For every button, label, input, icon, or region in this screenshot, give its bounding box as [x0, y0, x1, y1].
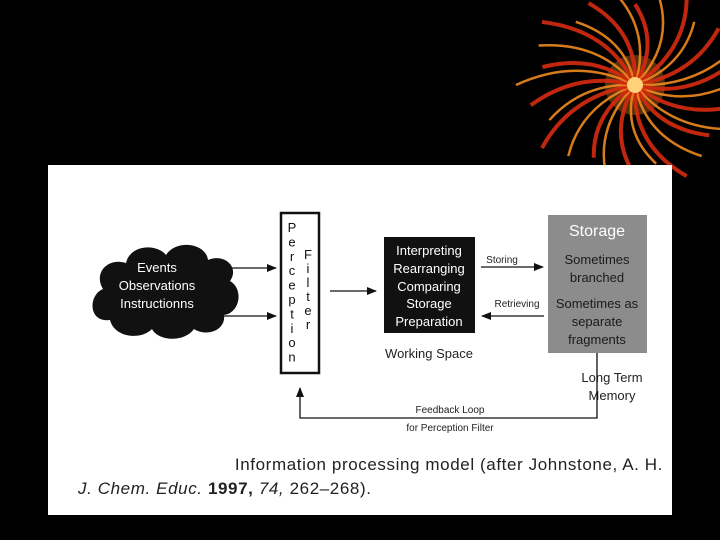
- perception-letter-0: P: [287, 220, 297, 235]
- working-line-preparation: Preparation: [395, 314, 463, 329]
- filter-letter-2: l: [306, 275, 310, 290]
- cloud-line-observations: Observations: [118, 278, 196, 293]
- working-line-storage: Storage: [406, 296, 452, 311]
- caption-pages: 262–268).: [289, 479, 372, 498]
- perception-filter-box: [281, 213, 319, 373]
- perception-letter-1: e: [288, 234, 296, 250]
- working-space-label: Working Space: [385, 346, 473, 361]
- filter-letter-5: r: [305, 317, 311, 332]
- perception-letter-4: e: [288, 277, 296, 293]
- retrieving-label: Retrieving: [494, 299, 540, 310]
- perception-letter-3: c: [288, 263, 296, 279]
- storage-title: Storage: [568, 223, 626, 240]
- caption-journal: J. Chem. Educ.: [78, 479, 203, 498]
- working-line-interpreting: Interpreting: [396, 243, 462, 258]
- cloud-line-events: Events: [137, 260, 177, 275]
- perception-letter-9: n: [288, 349, 296, 365]
- long-term-line-1: Long Term: [581, 370, 643, 385]
- storage-line-3: Sometimes as: [555, 296, 639, 311]
- filter-letter-3: t: [306, 289, 310, 304]
- perception-letter-8: o: [288, 335, 296, 351]
- filter-letter-4: e: [304, 303, 312, 318]
- figure-panel: [48, 165, 672, 515]
- perception-letter-2: r: [289, 248, 295, 264]
- perception-letter-7: i: [290, 320, 294, 336]
- caption-volume: 74,: [258, 479, 285, 498]
- working-line-rearranging: Rearranging: [393, 261, 465, 276]
- filter-letter-0: F: [304, 247, 312, 262]
- caption-year: 1997,: [207, 479, 254, 498]
- information-processing-diagram: [48, 165, 672, 455]
- figure-caption: [78, 453, 663, 501]
- storing-label: Storing: [486, 255, 518, 266]
- storage-line-2: branched: [569, 270, 625, 285]
- storage-line-1: Sometimes: [564, 252, 630, 267]
- sparkler-core: [627, 77, 643, 93]
- perception-letter-5: p: [288, 292, 296, 307]
- caption-line-1: Information processing model (after Johnstone, A. H.: [234, 455, 663, 474]
- working-line-comparing: Comparing: [397, 279, 461, 294]
- feedback-label-2: for Perception Filter: [406, 423, 494, 434]
- cloud-line-instructions: Instructionns: [120, 296, 194, 311]
- events-cloud: [93, 245, 239, 339]
- caption-line-2: [78, 477, 663, 501]
- perception-letters: [288, 220, 297, 365]
- perception-letter-6: t: [290, 306, 294, 322]
- storage-line-4: separate: [571, 314, 623, 329]
- storage-line-5: fragments: [568, 332, 626, 347]
- long-term-line-2: Memory: [588, 388, 636, 403]
- feedback-label-1: Feedback Loop: [415, 405, 485, 416]
- filter-letter-1: i: [306, 261, 310, 276]
